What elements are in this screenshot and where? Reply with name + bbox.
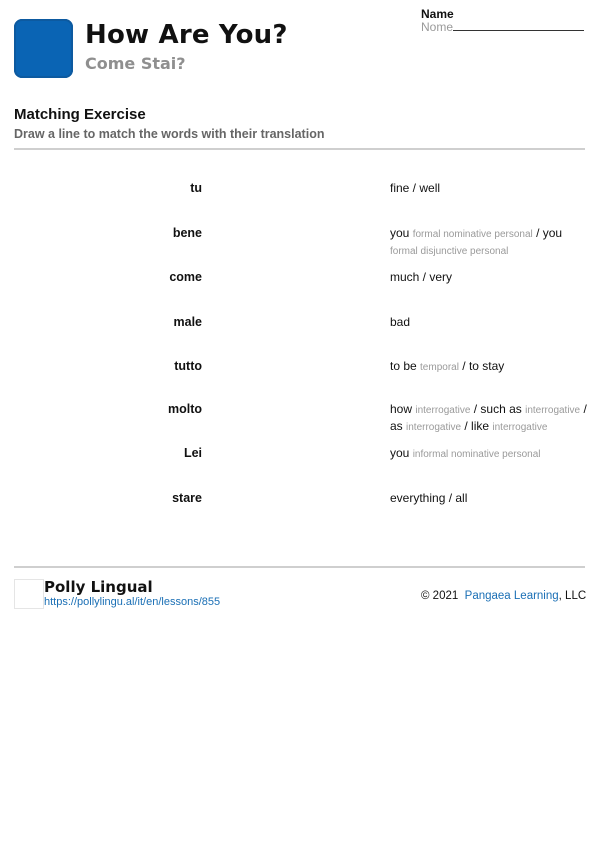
translation-item xyxy=(390,226,590,259)
translation-item xyxy=(390,402,590,435)
header-divider xyxy=(14,148,585,150)
grammar-note: informal nominative personal xyxy=(412,449,541,460)
grammar-note: formal disjunctive personal xyxy=(390,245,509,257)
copyright xyxy=(421,590,586,602)
translation-item xyxy=(390,446,590,463)
grammar-note: interrogative xyxy=(406,421,462,433)
page-subtitle: Come Stai? xyxy=(85,54,186,73)
exercise-title: Matching Exercise xyxy=(14,106,146,123)
word-item: bene xyxy=(172,226,202,240)
word-item: tu xyxy=(190,181,202,195)
grammar-note: interrogative xyxy=(492,421,548,433)
grammar-note: temporal xyxy=(420,362,459,373)
name-label: Name xyxy=(421,7,454,21)
word-item: stare xyxy=(172,491,202,505)
word-item: come xyxy=(169,270,202,284)
page-title: How Are You? xyxy=(85,20,288,50)
translation-text: you xyxy=(390,226,413,240)
footer-divider xyxy=(14,566,585,568)
translation-text: bad xyxy=(390,315,411,329)
translation-item xyxy=(390,359,590,376)
lesson-url-link[interactable]: https://pollylingu.al/it/en/lessons/855 xyxy=(44,596,221,608)
translation-text: everything / all xyxy=(390,491,468,505)
translation-text: much / very xyxy=(390,270,453,284)
translation-text: you xyxy=(390,446,413,460)
word-item: tutto xyxy=(174,359,202,373)
translation-text: / like xyxy=(461,418,493,433)
name-field[interactable] xyxy=(421,20,584,34)
translation-item xyxy=(390,491,590,507)
translation-item xyxy=(390,315,590,331)
brand-logo xyxy=(14,579,44,609)
grammar-note: interrogative xyxy=(525,405,581,416)
company-link[interactable]: Pangaea Learning xyxy=(464,590,559,602)
exercise-instructions: Draw a line to match the words with their translation xyxy=(14,127,325,141)
grammar-note: interrogative xyxy=(415,405,471,416)
lesson-logo xyxy=(14,19,73,78)
brand-name: Polly Lingual xyxy=(44,578,153,596)
copyright-suffix: , LLC xyxy=(558,590,587,602)
translation-text: / you xyxy=(532,226,563,240)
translation-text: / as xyxy=(390,402,587,433)
translation-item xyxy=(390,270,590,286)
name-underline xyxy=(453,20,584,31)
grammar-note: formal nominative personal xyxy=(412,229,533,240)
translation-text: / such as xyxy=(470,402,526,416)
translation-item xyxy=(390,181,590,197)
word-item: male xyxy=(173,315,202,329)
translation-text: / to stay xyxy=(458,359,505,373)
translation-text: fine / well xyxy=(390,181,441,195)
word-item: Lei xyxy=(183,446,202,460)
word-item: molto xyxy=(167,402,202,416)
copyright-year: © 2021 xyxy=(421,590,459,602)
translation-text: to be xyxy=(390,359,421,373)
name-field-label: Nome xyxy=(421,20,454,34)
translation-text: how xyxy=(390,402,416,416)
